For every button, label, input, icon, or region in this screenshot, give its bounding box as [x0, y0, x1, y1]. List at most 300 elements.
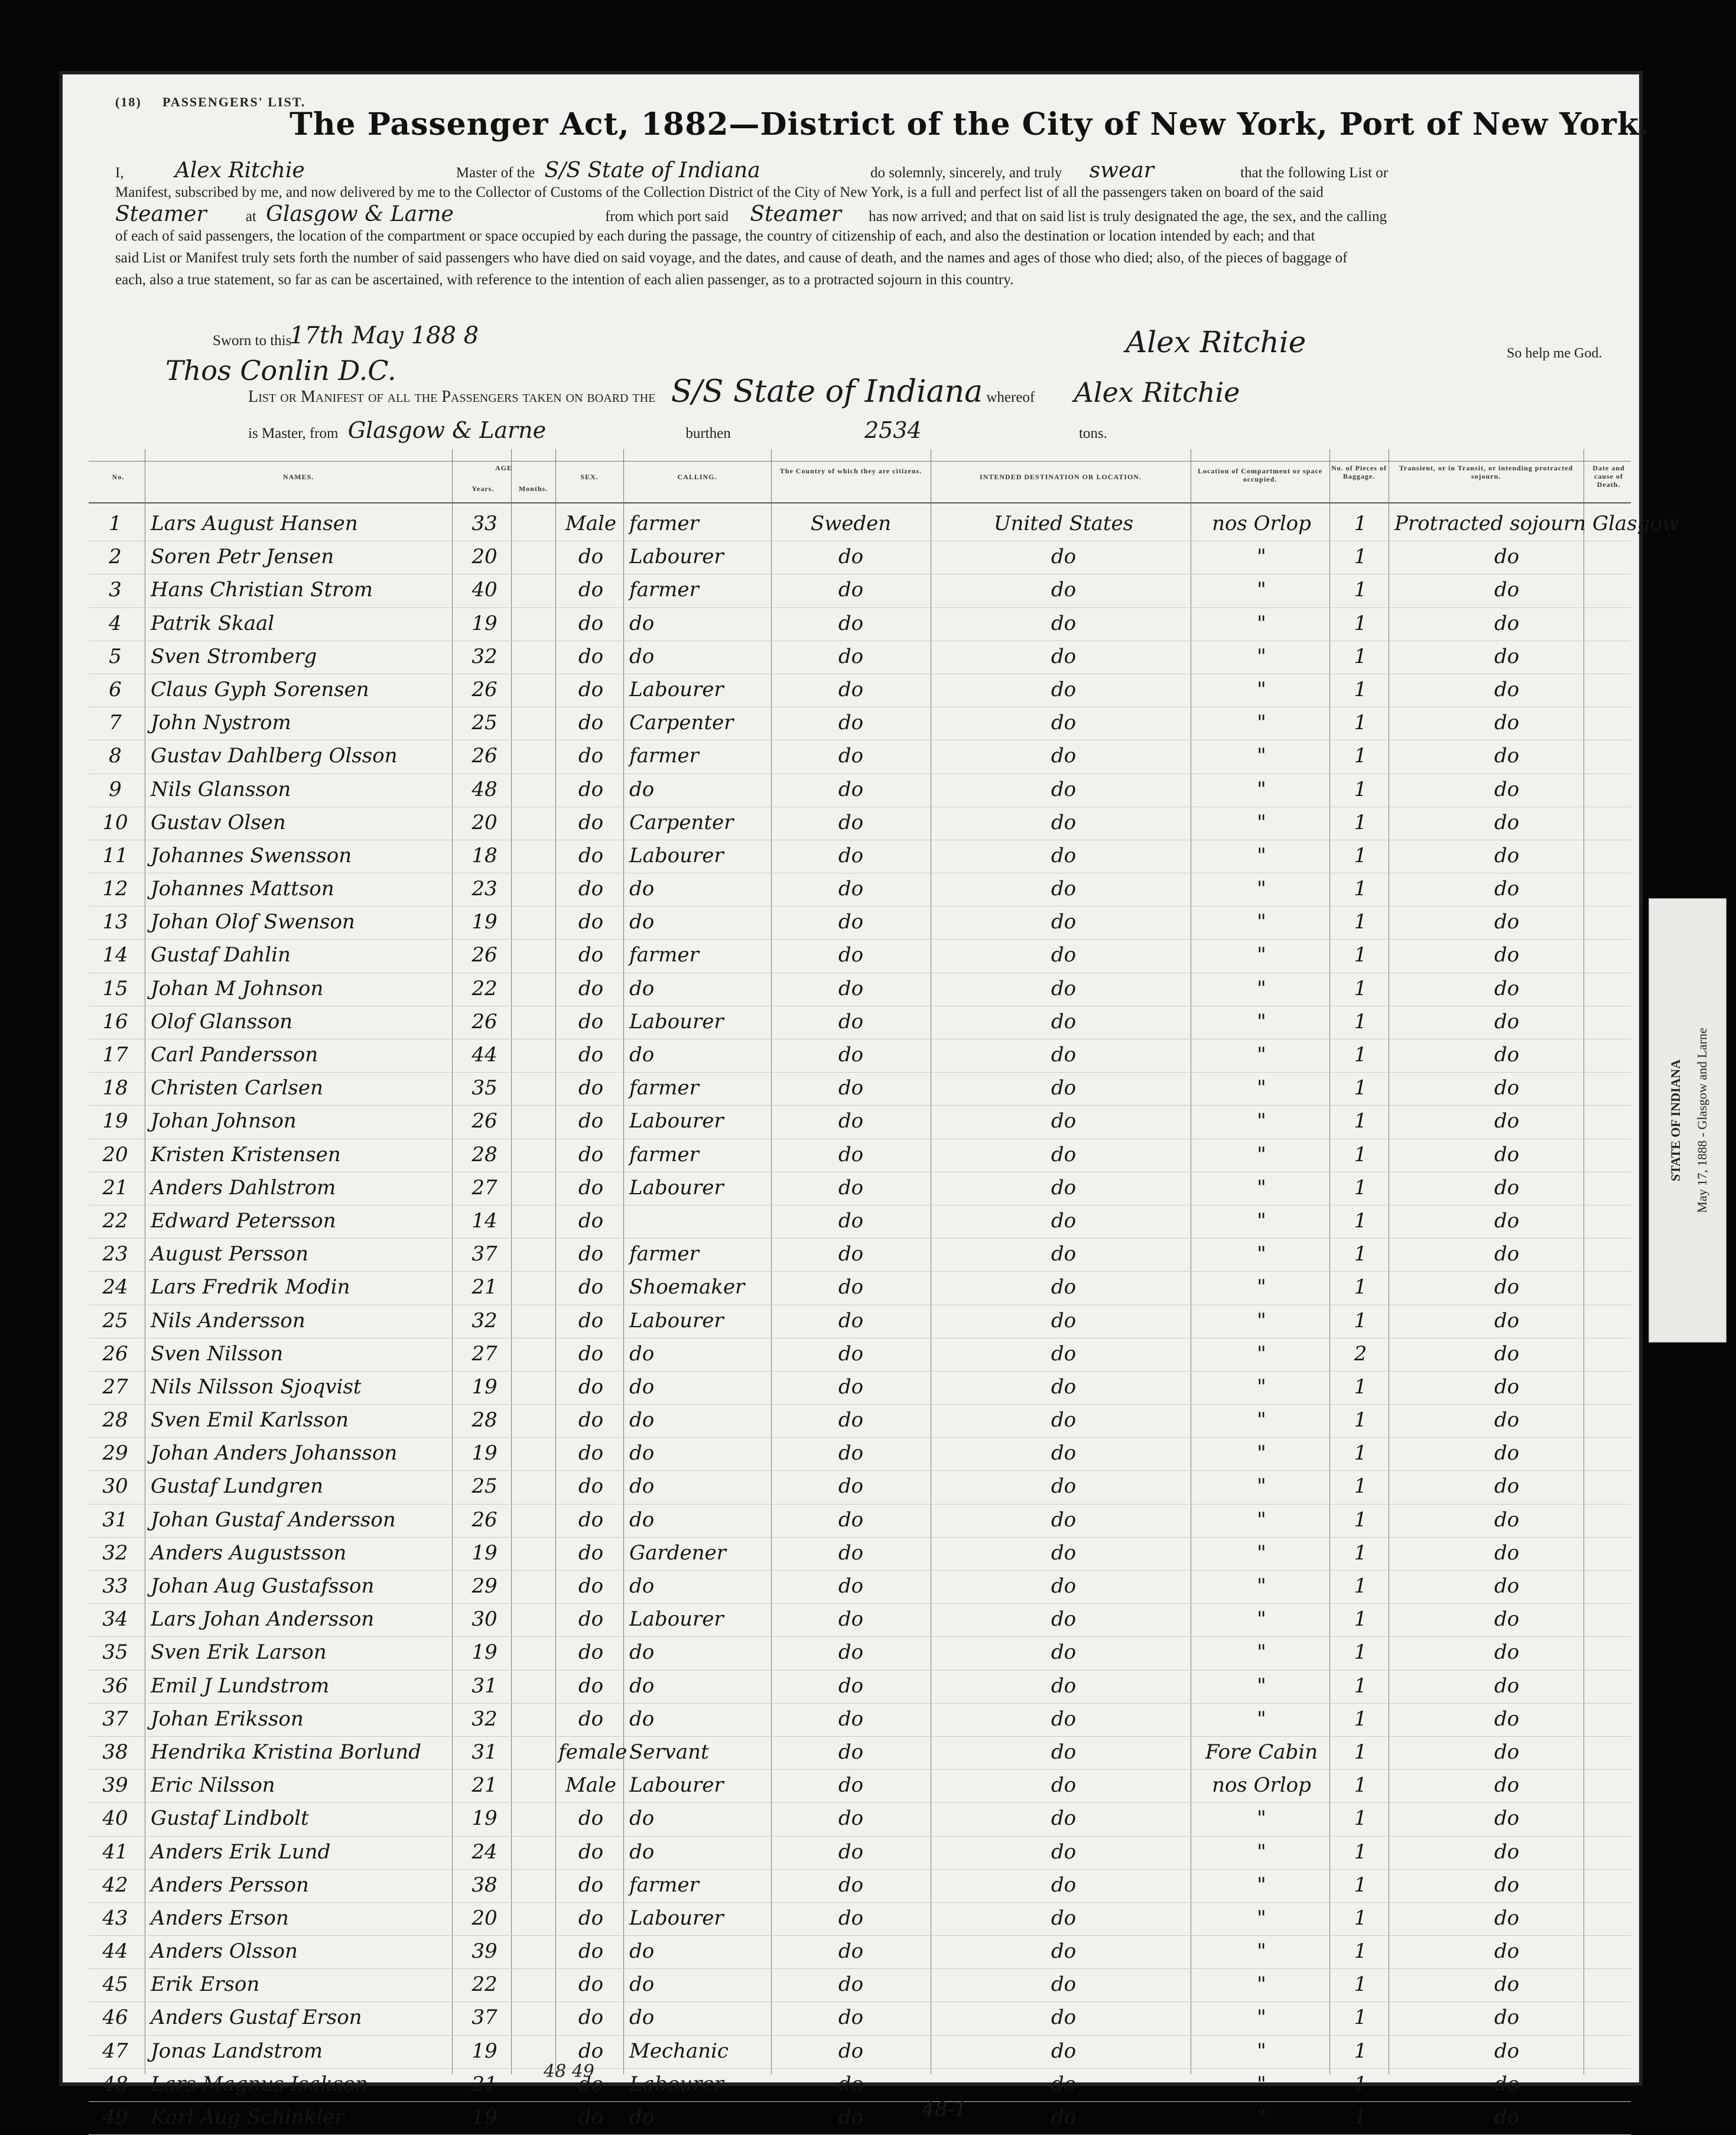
passenger-calling: farmer: [629, 943, 699, 967]
passenger-country: do: [838, 1474, 864, 1499]
table-row: [89, 973, 1631, 1006]
passenger-age: 19: [472, 910, 498, 934]
passenger-name: Gustaf Lundgren: [151, 1474, 324, 1499]
passenger-country: do: [838, 1740, 864, 1764]
row-number: 27: [102, 1374, 128, 1399]
row-number: 17: [102, 1043, 128, 1067]
passenger-name: Anders Erik Lund: [151, 1840, 331, 1864]
table-row: [89, 1671, 1631, 1704]
passenger-name: Anders Gustaf Erson: [151, 2006, 362, 2030]
passenger-location: ": [1257, 1474, 1266, 1499]
passenger-age: 28: [472, 1408, 498, 1432]
passenger-destination: do: [1051, 1806, 1077, 1831]
passenger-sex: do: [578, 1574, 604, 1598]
row-number: 26: [102, 1341, 128, 1366]
passenger-location: ": [1257, 1574, 1266, 1598]
table-row: [89, 2036, 1631, 2069]
passenger-location: ": [1257, 2072, 1266, 2096]
passenger-destination: do: [1051, 1341, 1077, 1366]
passenger-calling: do: [629, 1374, 655, 1399]
passenger-baggage: 1: [1354, 1972, 1367, 1997]
passenger-destination: do: [1051, 1474, 1077, 1499]
table-row: [89, 1438, 1631, 1471]
row-number: 47: [102, 2039, 128, 2063]
burthen-label: burthen: [685, 425, 731, 441]
passenger-destination: do: [1051, 843, 1077, 867]
passenger-age: 27: [472, 1175, 498, 1200]
row-number: 44: [102, 1939, 128, 1964]
passenger-location: ": [1257, 1640, 1266, 1665]
passenger-sojourn: do: [1494, 1109, 1520, 1133]
passenger-sojourn: do: [1494, 711, 1520, 735]
passenger-location: nos Orlop: [1212, 512, 1311, 535]
passenger-baggage: 1: [1354, 810, 1367, 834]
passenger-country: do: [838, 578, 864, 602]
passenger-location: ": [1257, 2105, 1266, 2129]
passenger-sex: do: [578, 1043, 604, 1067]
row-number: 9: [109, 777, 122, 801]
passenger-name: Olof Glansson: [151, 1009, 293, 1034]
table-row: [89, 1471, 1631, 1504]
passenger-baggage: 2: [1354, 1341, 1367, 1366]
passenger-sex: do: [578, 1441, 604, 1465]
passenger-sex: do: [578, 711, 604, 735]
passenger-name: Soren Petr Jensen: [151, 545, 334, 569]
passenger-destination: do: [1051, 1275, 1077, 1299]
passenger-location: ": [1257, 644, 1266, 668]
passenger-baggage: 1: [1354, 1408, 1367, 1432]
passenger-calling: Gardener: [629, 1541, 726, 1565]
passenger-baggage: 1: [1354, 1939, 1367, 1964]
row-number: 6: [109, 677, 122, 701]
table-row: [89, 1039, 1631, 1073]
table-row: [89, 1405, 1631, 1438]
passenger-sojourn: do: [1494, 810, 1520, 834]
passenger-country: do: [838, 1972, 864, 1997]
passenger-destination: do: [1051, 545, 1077, 569]
table-row: [89, 1139, 1631, 1172]
passenger-sojourn: do: [1494, 1242, 1520, 1266]
passenger-country: do: [838, 1673, 864, 1698]
row-number: 23: [102, 1242, 128, 1266]
passenger-sojourn: do: [1494, 1574, 1520, 1598]
table-row: [89, 1969, 1631, 2002]
table-row: [89, 541, 1631, 574]
passenger-sojourn: do: [1494, 1773, 1520, 1798]
passenger-calling: do: [629, 777, 655, 801]
table-row: [89, 906, 1631, 940]
passenger-baggage: 1: [1354, 1773, 1367, 1798]
passenger-age: 48: [472, 777, 498, 801]
passenger-age: 37: [472, 1242, 498, 1266]
table-row: [89, 1338, 1631, 1372]
passenger-location: ": [1257, 1939, 1266, 1964]
passenger-sex: do: [578, 1009, 604, 1034]
passenger-sojourn: do: [1494, 1341, 1520, 1366]
vessel-type-field-2: Steamer: [750, 203, 841, 225]
passenger-sojourn: do: [1494, 1208, 1520, 1233]
passenger-country: do: [838, 1374, 864, 1399]
vessel-field: S/S State of Indiana: [544, 160, 760, 181]
row-number: 34: [102, 1607, 128, 1632]
row-number: 22: [102, 1208, 128, 1233]
table-row: [89, 707, 1631, 740]
passenger-sojourn: do: [1494, 1906, 1520, 1930]
passenger-name: Erik Erson: [151, 1972, 260, 1997]
passenger-age: 28: [472, 1142, 498, 1166]
microfilm-side-label: [1649, 898, 1727, 1343]
passenger-location: ": [1257, 1009, 1266, 1034]
passenger-age: 37: [472, 2006, 498, 2030]
passenger-location: ": [1257, 1607, 1266, 1632]
passenger-country: do: [838, 1208, 864, 1233]
passenger-country: do: [838, 1175, 864, 1200]
row-number: 45: [102, 1972, 128, 1997]
master-name-field: Alex Ritchie: [174, 160, 305, 181]
passenger-country: do: [838, 976, 864, 1000]
passenger-location: ": [1257, 744, 1266, 768]
passenger-baggage: 1: [1354, 1275, 1367, 1299]
passenger-country: do: [838, 1076, 864, 1100]
passenger-destination: do: [1051, 2105, 1077, 2129]
passenger-calling: farmer: [629, 512, 699, 535]
passenger-calling: Carpenter: [629, 711, 734, 735]
passenger-name: Anders Erson: [151, 1906, 289, 1930]
passenger-name: Karl Aug Schinkler: [151, 2105, 344, 2129]
oath-text-3: has now arrived; and that on said list is truly designated the age, the sex, and the calling: [869, 209, 1387, 225]
passenger-country: do: [838, 1541, 864, 1565]
passenger-location: ": [1257, 2039, 1266, 2063]
passenger-location: ": [1257, 1873, 1266, 1897]
passenger-country: do: [838, 943, 864, 967]
passenger-baggage: 1: [1354, 910, 1367, 934]
passenger-age: 35: [472, 1076, 498, 1100]
row-number: 39: [102, 1773, 128, 1798]
passenger-destination: do: [1051, 1441, 1077, 1465]
table-row: [89, 508, 1680, 541]
table-row: [89, 574, 1631, 607]
passenger-country: do: [838, 2006, 864, 2030]
passenger-destination: do: [1051, 711, 1077, 735]
passenger-destination: do: [1051, 1972, 1077, 1997]
passenger-destination: do: [1051, 744, 1077, 768]
passenger-destination: do: [1051, 1840, 1077, 1864]
row-number: 33: [102, 1574, 128, 1598]
passenger-name: Gustav Olsen: [151, 810, 286, 834]
passenger-sex: do: [578, 1840, 604, 1864]
passenger-destination: do: [1051, 1507, 1077, 1532]
passenger-name: Hans Christian Strom: [151, 578, 373, 602]
passenger-baggage: 1: [1354, 1208, 1367, 1233]
table-row: [89, 641, 1631, 674]
tons-value: 2534: [864, 417, 922, 443]
passenger-country: do: [838, 2039, 864, 2063]
passenger-age: 19: [472, 2105, 498, 2129]
col-location: Location of Compartment or space occupied.: [1197, 467, 1323, 483]
passenger-sojourn: do: [1494, 1507, 1520, 1532]
passenger-name: Johan Eriksson: [151, 1707, 304, 1731]
passenger-location: ": [1257, 1175, 1266, 1200]
list-of-label: List or Manifest of all the Passengers taken on board the: [248, 388, 656, 406]
passenger-baggage: 1: [1354, 677, 1367, 701]
passenger-sex: do: [578, 1275, 604, 1299]
passenger-sex: do: [578, 1939, 604, 1964]
passenger-country: do: [838, 1408, 864, 1432]
passenger-sex: do: [578, 2072, 604, 2096]
passenger-sojourn: do: [1494, 1175, 1520, 1200]
margin-note: 48-1: [922, 2098, 967, 2121]
row-number: 20: [102, 1142, 128, 1166]
passenger-baggage: 1: [1354, 1806, 1367, 1831]
passenger-country: do: [838, 1640, 864, 1665]
passenger-calling: farmer: [629, 1873, 699, 1897]
passenger-sojourn: do: [1494, 578, 1520, 602]
passenger-baggage: 1: [1354, 1374, 1367, 1399]
passenger-name: John Nystrom: [151, 711, 291, 735]
passenger-name: Edward Petersson: [151, 1208, 336, 1233]
passenger-location: ": [1257, 1076, 1266, 1100]
passenger-baggage: 1: [1354, 1541, 1367, 1565]
passenger-destination: do: [1051, 910, 1077, 934]
passenger-location: ": [1257, 1408, 1266, 1432]
passenger-baggage: 1: [1354, 711, 1367, 735]
passenger-calling: farmer: [629, 578, 699, 602]
passenger-age: 19: [472, 1374, 498, 1399]
passenger-destination: do: [1051, 1873, 1077, 1897]
passenger-sojourn: do: [1494, 910, 1520, 934]
passenger-calling: do: [629, 1507, 655, 1532]
passenger-calling: do: [629, 1972, 655, 1997]
passenger-calling: Labourer: [629, 1308, 724, 1333]
row-number: 46: [102, 2006, 128, 2030]
passenger-baggage: 1: [1354, 943, 1367, 967]
passenger-baggage: 1: [1354, 578, 1367, 602]
passenger-sojourn: do: [1494, 1275, 1520, 1299]
passenger-location: ": [1257, 611, 1266, 635]
passenger-age: 27: [472, 1341, 498, 1366]
passenger-baggage: 1: [1354, 744, 1367, 768]
passenger-country: do: [838, 1242, 864, 1266]
passenger-age: 26: [472, 677, 498, 701]
table-row: [89, 1538, 1631, 1571]
passenger-sojourn: do: [1494, 1740, 1520, 1764]
passenger-destination: do: [1051, 1043, 1077, 1067]
passenger-calling: Labourer: [629, 1607, 724, 1632]
passenger-baggage: 1: [1354, 1507, 1367, 1532]
passenger-age: 23: [472, 877, 498, 901]
passenger-sojourn: do: [1494, 644, 1520, 668]
passenger-location: ": [1257, 976, 1266, 1000]
row-number: 2: [109, 545, 122, 569]
row-number: 36: [102, 1673, 128, 1698]
passenger-destination: do: [1051, 1308, 1077, 1333]
passenger-name: Claus Gyph Sorensen: [151, 677, 369, 701]
table-row: [89, 1704, 1631, 1737]
passenger-baggage: 1: [1354, 1906, 1367, 1930]
passenger-baggage: 1: [1354, 1076, 1367, 1100]
passenger-age: 26: [472, 744, 498, 768]
table-row: [89, 1106, 1631, 1139]
passenger-country: do: [838, 1507, 864, 1532]
col-destination: INTENDED DESTINATION OR LOCATION.: [980, 473, 1142, 481]
passenger-name: Gustaf Lindbolt: [151, 1806, 309, 1831]
passenger-name: Lars Magnus Isakson: [151, 2072, 368, 2096]
table-header-rule: [89, 502, 1631, 503]
passenger-sojourn: do: [1494, 1009, 1520, 1034]
passenger-name: Johannes Mattson: [151, 877, 334, 901]
col-calling: CALLING.: [677, 473, 717, 481]
passenger-country: do: [838, 1043, 864, 1067]
swear-field: swear: [1089, 160, 1154, 181]
oath-at: at: [245, 209, 256, 225]
passenger-age: 21: [472, 1275, 498, 1299]
table-top-rule: [89, 461, 1631, 462]
passenger-age: 26: [472, 1109, 498, 1133]
passenger-location: ": [1257, 1142, 1266, 1166]
table-row: [89, 1637, 1631, 1670]
passenger-country: do: [838, 611, 864, 635]
table-row: [89, 1305, 1631, 1338]
passenger-calling: do: [629, 1341, 655, 1366]
passenger-sojourn: do: [1494, 1308, 1520, 1333]
oath-solemnly: do solemnly, sincerely, and truly: [870, 165, 1062, 181]
table-row: [89, 1272, 1631, 1305]
passenger-age: 18: [472, 843, 498, 867]
passenger-country: do: [838, 545, 864, 569]
passenger-age: 32: [472, 1707, 498, 1731]
passenger-baggage: 1: [1354, 877, 1367, 901]
passenger-baggage: 1: [1354, 1640, 1367, 1665]
tally-note: 48 49: [544, 2061, 594, 2082]
passenger-sex: do: [578, 1507, 604, 1532]
passenger-age: 29: [472, 1574, 498, 1598]
table-row: [89, 1571, 1631, 1604]
passenger-country: do: [838, 711, 864, 735]
passenger-calling: do: [629, 2006, 655, 2030]
passenger-country: do: [838, 877, 864, 901]
passenger-sex: do: [578, 1242, 604, 1266]
passenger-calling: Labourer: [629, 545, 724, 569]
col-years: Years.: [472, 485, 495, 493]
row-number: 42: [102, 1873, 128, 1897]
table-row: [89, 940, 1631, 973]
passenger-sex: do: [578, 545, 604, 569]
passenger-name: Anders Augustsson: [151, 1541, 347, 1565]
passenger-sex: do: [578, 2105, 604, 2129]
passenger-calling: do: [629, 1840, 655, 1864]
passenger-sex: do: [578, 1906, 604, 1930]
passenger-sex: do: [578, 1109, 604, 1133]
list-heading: [248, 374, 1607, 410]
passenger-destination: do: [1051, 1175, 1077, 1200]
passenger-age: 26: [472, 943, 498, 967]
passenger-age: 33: [472, 512, 498, 535]
passenger-name: Johan Gustaf Andersson: [151, 1507, 396, 1532]
passenger-country: do: [838, 1341, 864, 1366]
passenger-country: do: [838, 744, 864, 768]
row-number: 12: [102, 877, 128, 901]
passenger-sojourn: do: [1494, 1873, 1520, 1897]
passenger-baggage: 1: [1354, 611, 1367, 635]
table-row: [89, 774, 1631, 807]
passenger-calling: do: [629, 1707, 655, 1731]
passenger-age: 20: [472, 810, 498, 834]
row-number: 31: [102, 1507, 128, 1532]
passenger-sex: do: [578, 976, 604, 1000]
passenger-destination: do: [1051, 1574, 1077, 1598]
passenger-sex: do: [578, 1374, 604, 1399]
passenger-sex: do: [578, 1341, 604, 1366]
passenger-country: do: [838, 1707, 864, 1731]
passenger-country: Sweden: [810, 512, 892, 535]
passenger-location: ": [1257, 1275, 1266, 1299]
passenger-baggage: 1: [1354, 1474, 1367, 1499]
passenger-baggage: 1: [1354, 1142, 1367, 1166]
passenger-age: 19: [472, 1441, 498, 1465]
passenger-name: Gustaf Dahlin: [151, 943, 291, 967]
row-number: 10: [102, 810, 128, 834]
passenger-destination: do: [1051, 943, 1077, 967]
passenger-destination: do: [1051, 1009, 1077, 1034]
passenger-baggage: 1: [1354, 2072, 1367, 2096]
table-row: [89, 807, 1631, 840]
table-row: [89, 1870, 1631, 1903]
row-number: 40: [102, 1806, 128, 1831]
passenger-location: ": [1257, 1906, 1266, 1930]
passenger-location: ": [1257, 2006, 1266, 2030]
passenger-location: ": [1257, 943, 1266, 967]
passenger-destination: do: [1051, 1408, 1077, 1432]
oath-i: I,: [115, 165, 124, 181]
passenger-country: do: [838, 1607, 864, 1632]
row-number: 49: [102, 2105, 128, 2129]
passenger-baggage: 1: [1354, 2039, 1367, 2063]
table-row: [89, 1073, 1631, 1106]
passenger-age: 39: [472, 1939, 498, 1964]
col-transient: Transient, or in Transit, or intending protracted sojourn.: [1399, 464, 1574, 480]
col-country: The Country of which they are citizens.: [779, 467, 922, 475]
passenger-name: Anders Dahlstrom: [151, 1175, 336, 1200]
passenger-baggage: 1: [1354, 777, 1367, 801]
passenger-sex: do: [578, 1972, 604, 1997]
row-number: 32: [102, 1541, 128, 1565]
passenger-sex: do: [578, 644, 604, 668]
port-line: [248, 417, 1607, 444]
passenger-sex: do: [578, 1408, 604, 1432]
passenger-destination: do: [1051, 1673, 1077, 1698]
row-number: 30: [102, 1474, 128, 1499]
passenger-sex: do: [578, 810, 604, 834]
passenger-sex: do: [578, 1175, 604, 1200]
passenger-sex: do: [578, 1673, 604, 1698]
passenger-sojourn: do: [1494, 744, 1520, 768]
passenger-country: do: [838, 1773, 864, 1798]
master-signature: Alex Ritchie: [1126, 325, 1306, 359]
row-number: 5: [109, 644, 122, 668]
passenger-age: 20: [472, 545, 498, 569]
passenger-name: Anders Persson: [151, 1873, 309, 1897]
passenger-sojourn: do: [1494, 1607, 1520, 1632]
passenger-sex: do: [578, 1873, 604, 1897]
passenger-location: ": [1257, 1806, 1266, 1831]
passenger-name: Johan M Johnson: [151, 976, 324, 1000]
passenger-baggage: 1: [1354, 1707, 1367, 1731]
row-number: 29: [102, 1441, 128, 1465]
passenger-age: 40: [472, 578, 498, 602]
row-number: 8: [109, 744, 122, 768]
passenger-baggage: 1: [1354, 1673, 1367, 1698]
passenger-name: Nils Andersson: [151, 1308, 305, 1333]
